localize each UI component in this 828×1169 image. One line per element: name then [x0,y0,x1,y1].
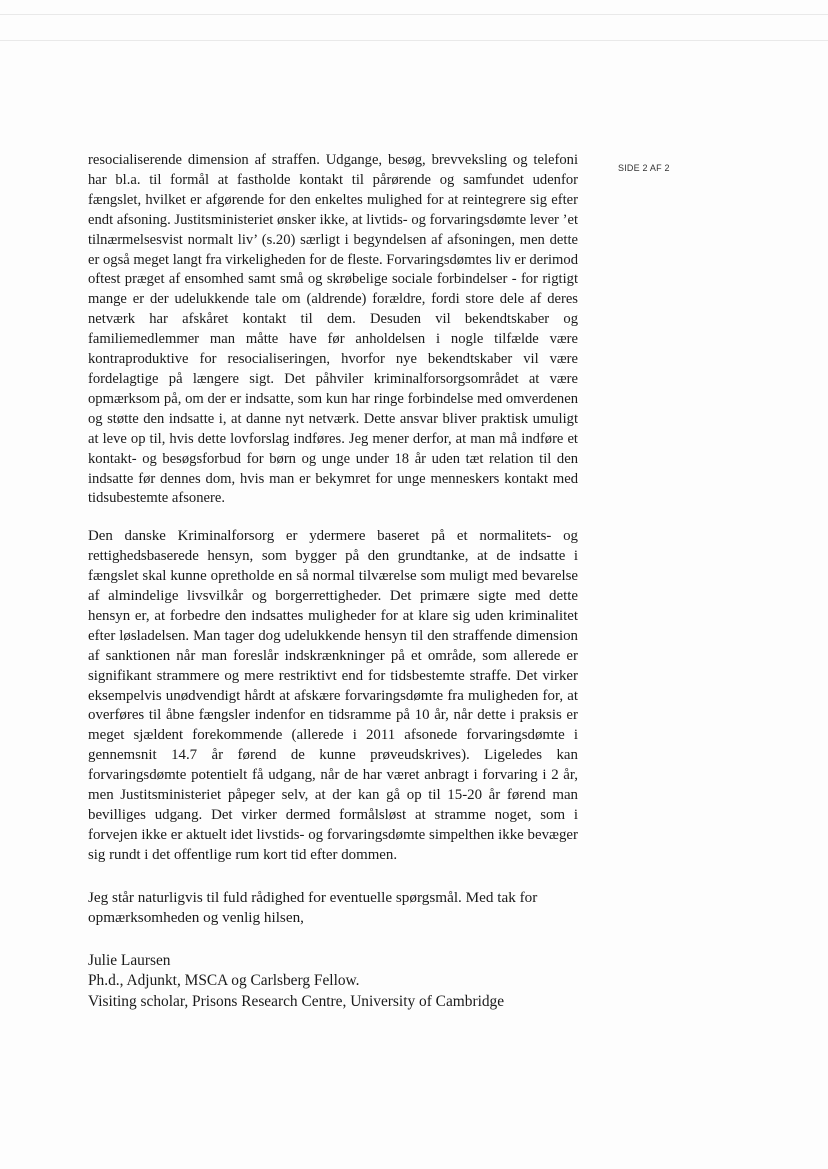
letter-body [88,151,578,1012]
paragraph-2: Den danske Kriminalforsorg er ydermere baseret på et normalitets- og rettighedsbaserede hensyn, som bygger på den grundtanke, at de indsatte i fængslet skal kunne opretholde en så normal tilværelse som muligt med bevarelse af almindelige livsvilkår og borgerrettigheder. Det primære sigte med dette hensyn er, at forbedre den indsattes muligheder for at klare sig uden kriminalitet efter løsladelsen. Man tager dog udelukkende hensyn til den straffende dimension af sanktionen når man foreslår indskrænkninger på et område, som allerede er signifikant strammere og mere restriktivt end for tidsbestemte straffe. Det virker eksempelvis unødvendigt hårdt at afskære forvaringsdømte fra muligheden for, at overføres til åbne fængsler indenfor en tidsramme på 10 år, når dette i praksis er meget sjældent forekommende (allerede i 2011 afsonede forvaringsdømte i gennemsnit 14.7 år førend de kunne prøveudskrives). Ligeledes kan forvaringsdømte potentielt få udgang, når de har været anbragt i forvaring i 2 år, men Justitsministeriet påpeger selv, at der kan gå op til 15-20 år førend man bevilliges udgang. Det virker dermed formålsløst at stramme noget, som i forvejen ikke er aktuelt idet livstids- og forvaringsdømte simpelthen ikke bevæger sig rundt i det offentlige rum kort tid efter dommen. [88,528,578,863]
closing-paragraph: Jeg står naturligvis til fuld rådighed for eventuelle spørgsmål. Med tak for opmærksomheden og venlig hilsen, [88,888,538,926]
scan-artifact-line [0,40,828,41]
signature-affiliation: Visiting scholar, Prisons Research Centre, University of Cambridge [88,992,505,1010]
signature-name: Julie Laursen [88,951,171,969]
scan-artifact-line [0,14,828,15]
signature-block [88,951,578,1013]
signature-title: Ph.d., Adjunkt, MSCA og Carlsberg Fellow. [88,972,360,990]
page-number: SIDE 2 AF 2 [618,163,670,173]
paragraph-1: resocialiserende dimension af straffen. Udgange, besøg, brevveksling og telefoni har bl.a. til formål at fastholde kontakt til pårørende og samfundet udenfor fængslet, hvilket er afgørende for den enkeltes mulighed for at reintegrere sig efter endt afsoning. Justitsministeriet ønsker ikke, at livtids- og forvaringsdømte lever ’et tilnærmelsesvist normalt liv’ (s.20) særligt i begyndelsen af afsoningen, men dette er også meget langt fra virkeligheden for de fleste. Forvaringsdømtes liv er derimod oftest præget af ensomhed samt små og skrøbelige sociale forbindelser - for rigtigt mange er der udelukkende tale om (aldrende) forældre, fordi store dele af deres netværk har afskåret kontakt til dem. Desuden vil bekendtskaber og familiemedlemmer man måtte have før anholdelsen i nogle tilfælde være kontraproduktive for resocialiseringen, hvorfor nye bekendtskaber vil være fordelagtige på længere sigt. Det påhviler kriminalforsorgsområdet at være opmærksom på, om der er indsatte, som kun har ringe forbindelse med omverdenen og støtte den indsatte i, at danne nyt netværk. Dette ansvar bliver praktisk umuligt at leve op til, hvis dette lovforslag indføres. Jeg mener derfor, at man må indføre et kontakt- og besøgsforbud for børn og unge under 18 år uden tæt relation til den indsatte før dennes dom, hvis man er bekymret for unge menneskers kontakt med tidsubestemte afsonere. [88,152,578,507]
